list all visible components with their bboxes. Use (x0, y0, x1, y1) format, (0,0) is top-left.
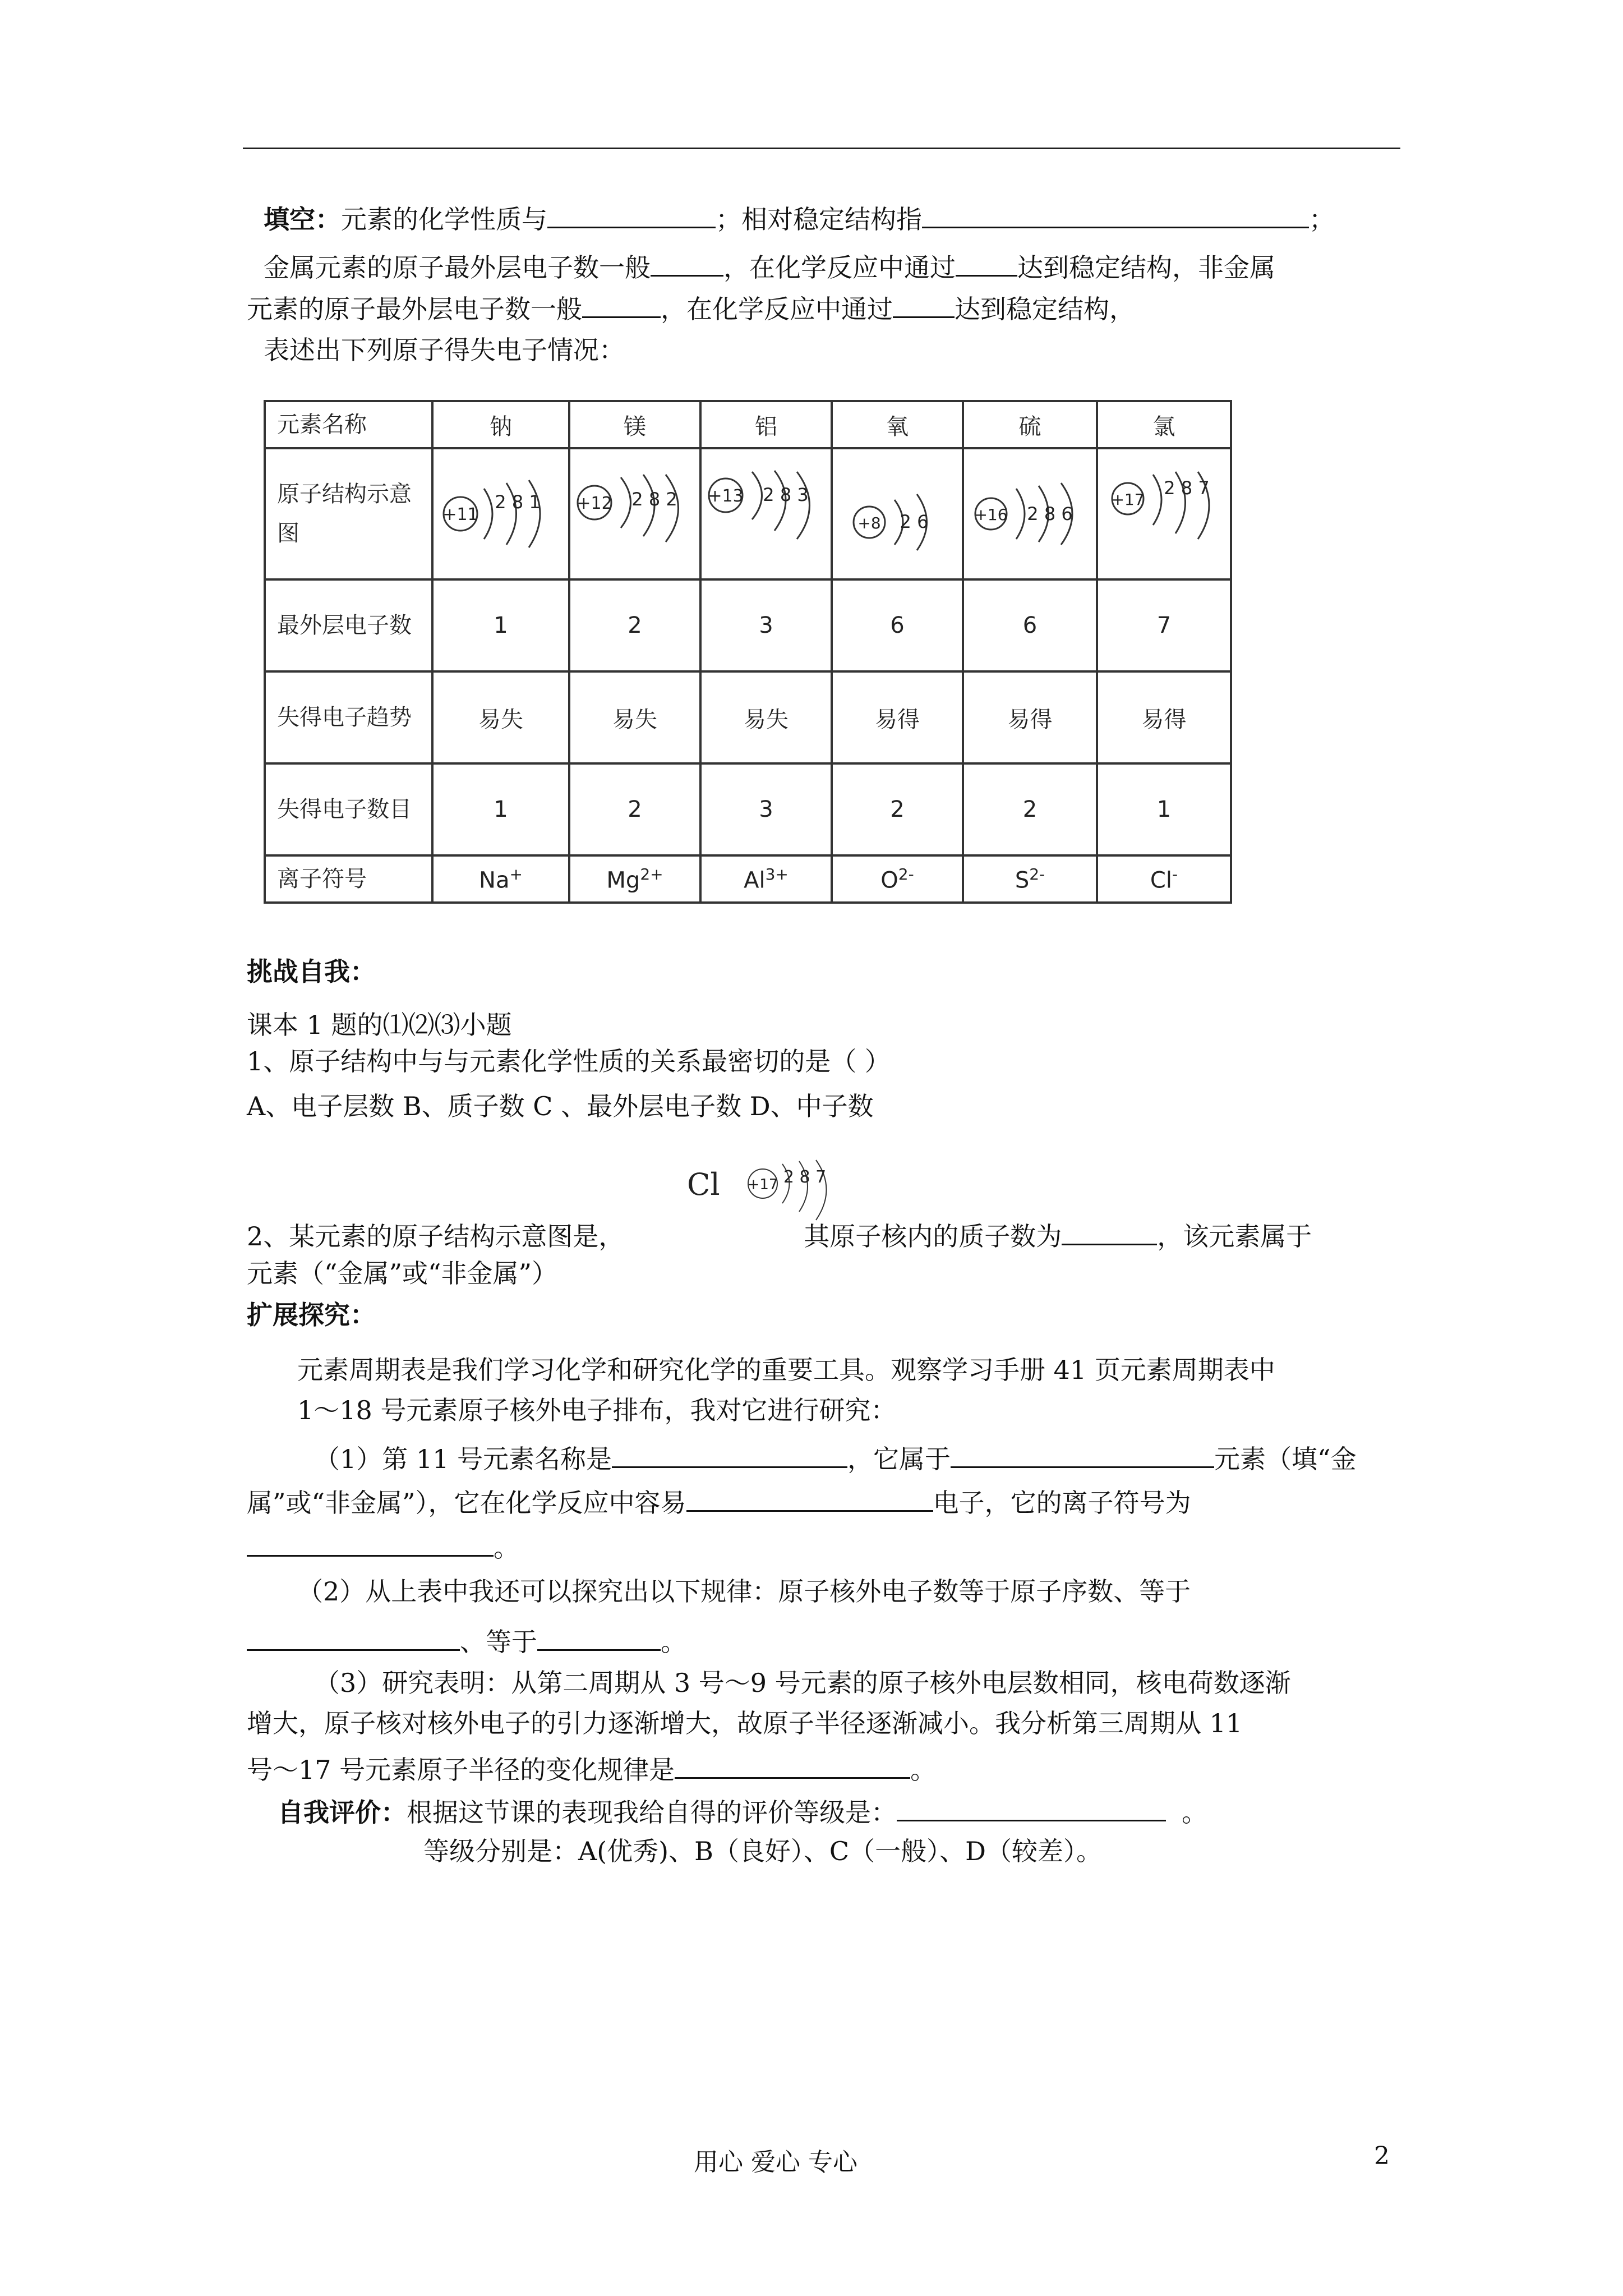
table-row: 元素名称 钠 镁 铝 氧 硫 氯 (265, 401, 1231, 448)
svg-text:2 8 6: 2 8 6 (1026, 503, 1073, 524)
page-number: 2 (1374, 2142, 1390, 2170)
atom-diagram-cl (1097, 448, 1231, 579)
challenge-heading: 挑战自我： (247, 956, 376, 987)
blank-ion-symbol[interactable] (247, 1526, 494, 1557)
extend-para-2: 1～18 号元素原子核外电子排布，我对它进行研究： (297, 1395, 897, 1425)
item-1-line-2: 属”或“非金属”），它在化学反应中容易 电子，它的离子符号为 (247, 1481, 1191, 1521)
challenge-intro: 课本 1 题的⑴⑵⑶小题 (247, 1010, 512, 1040)
question-2-cont: 元素（“金属”或“非金属”） (247, 1258, 558, 1289)
svg-text:+8: +8 (857, 514, 881, 532)
svg-text:2 8 7: 2 8 7 (1163, 477, 1210, 499)
atom-diagram-na (432, 448, 569, 579)
atom-diagram-mg (569, 448, 700, 579)
row-header-outer: 最外层电子数 (265, 579, 432, 671)
blank-radius-rule[interactable] (675, 1748, 910, 1779)
svg-text:+11: +11 (442, 505, 478, 524)
footer-motto: 用心 爱心 专心 (694, 2148, 857, 2177)
blank-element-name[interactable] (612, 1437, 847, 1468)
item-2-line-1: （2）从上表中我还可以探究出以下规律：原子核外电子数等于原子序数、等于 (297, 1576, 1191, 1607)
blank-metal-via[interactable] (956, 246, 1017, 277)
atom-diagram-s (963, 448, 1097, 579)
table-row: 失得电子数目 1 2 3 2 2 1 (265, 763, 1231, 855)
atom-diagram-o (832, 448, 963, 579)
svg-text:+13: +13 (708, 486, 744, 506)
table-row (265, 448, 1231, 579)
svg-text:+16: +16 (974, 505, 1008, 524)
question-2: 2、某元素的原子结构示意图是， 其原子核内的质子数为 ，该元素属于 (247, 1214, 1312, 1254)
row-header-count: 失得电子数目 (265, 763, 432, 855)
item-3-line-2: 增大，原子核对核外电子的引力逐渐增大，故原子半径逐渐减小。我分析第三周期从 11 (247, 1708, 1243, 1738)
row-header-trend: 失得电子趋势 (265, 671, 432, 763)
fill-line-3: 元素的原子最外层电子数一般 ，在化学反应中通过 达到稳定结构， (247, 287, 1135, 327)
row-header-name: 元素名称 (265, 401, 432, 448)
fill-line-2: 金属元素的原子最外层电子数一般 ，在化学反应中通过 达到稳定结构，非金属 (264, 246, 1275, 286)
extend-heading: 扩展探究： (247, 1300, 376, 1330)
item-1-line-3: 。 (247, 1526, 519, 1566)
svg-text:2 8 1: 2 8 1 (495, 491, 541, 513)
atom-diagram-al (700, 448, 832, 579)
header-rule (243, 148, 1400, 149)
blank-element-type[interactable] (951, 1437, 1214, 1468)
self-eval-line: 自我评价：根据这节课的表现我给自得的评价等级是： 。 (278, 1791, 1207, 1830)
item-3-line-3: 号～17 号元素原子半径的变化规律是 。 (247, 1748, 936, 1788)
blank-rule-2[interactable] (537, 1620, 661, 1651)
fill-label: 填空： (264, 204, 341, 234)
table-row: 最外层电子数 1 2 3 6 6 7 (265, 579, 1231, 671)
fill-line-1: 填空：元素的化学性质与 ；相对稳定结构指 ； (264, 197, 1335, 237)
svg-text:2 6: 2 6 (900, 511, 929, 532)
svg-text:2 8 2: 2 8 2 (631, 489, 677, 510)
blank-nonmetal-via[interactable] (893, 287, 955, 318)
svg-text:+17: +17 (1110, 490, 1145, 509)
blank-metal-outer[interactable] (651, 246, 723, 277)
svg-text:2 8 7: 2 8 7 (783, 1167, 827, 1187)
blank-rule-1[interactable] (247, 1620, 460, 1651)
svg-text:Cl: Cl (687, 1167, 720, 1202)
table-row: 失得电子趋势 易失 易失 易失 易得 易得 易得 (265, 671, 1231, 763)
fill-line-4: 表述出下列原子得失电子情况： (264, 335, 625, 365)
item-3-line-1: （3）研究表明：从第二周期从 3 号～9 号元素的原子核外电层数相同，核电荷数逐渐 (314, 1668, 1291, 1698)
question-1: 1、原子结构中与与元素化学性质的关系最密切的是（ ） (247, 1046, 891, 1076)
extend-para-1: 元素周期表是我们学习化学和研究化学的重要工具。观察学习手册 41 页元素周期表中 (297, 1355, 1275, 1385)
blank-nonmetal-outer[interactable] (582, 287, 661, 318)
item-1-line-1: （1）第 11 号元素名称是 ，它属于 元素（填“金 (314, 1437, 1357, 1477)
svg-text:2 8 3: 2 8 3 (763, 484, 809, 505)
blank-stable-structure[interactable] (922, 197, 1309, 228)
electron-table (264, 400, 1232, 904)
svg-text:+17: +17 (747, 1176, 778, 1193)
blank-chem-property[interactable] (547, 197, 716, 228)
item-2-line-2: 、等于 。 (247, 1620, 686, 1660)
blank-proton-count[interactable] (1062, 1214, 1157, 1245)
row-header-ion: 离子符号 (265, 855, 432, 903)
table-row: 离子符号 Na+ $Mg^{2+}$ $Al^{3+}$ $O^{2-}$ $S^{2-}$ Cl- (265, 855, 1231, 903)
row-header-diagram: 原子结构示意图 (265, 448, 432, 579)
grade-levels: 等级分别是：A(优秀)、B（良好）、C（一般）、D（较差）。 (423, 1836, 1102, 1866)
blank-electron-action[interactable] (686, 1481, 933, 1512)
self-eval-label: 自我评价： (278, 1797, 407, 1828)
question-1-options: A、电子层数 B、质子数 C 、最外层电子数 D、中子数 (247, 1091, 874, 1121)
blank-self-grade[interactable] (897, 1791, 1166, 1821)
svg-text:+12: +12 (577, 494, 612, 513)
